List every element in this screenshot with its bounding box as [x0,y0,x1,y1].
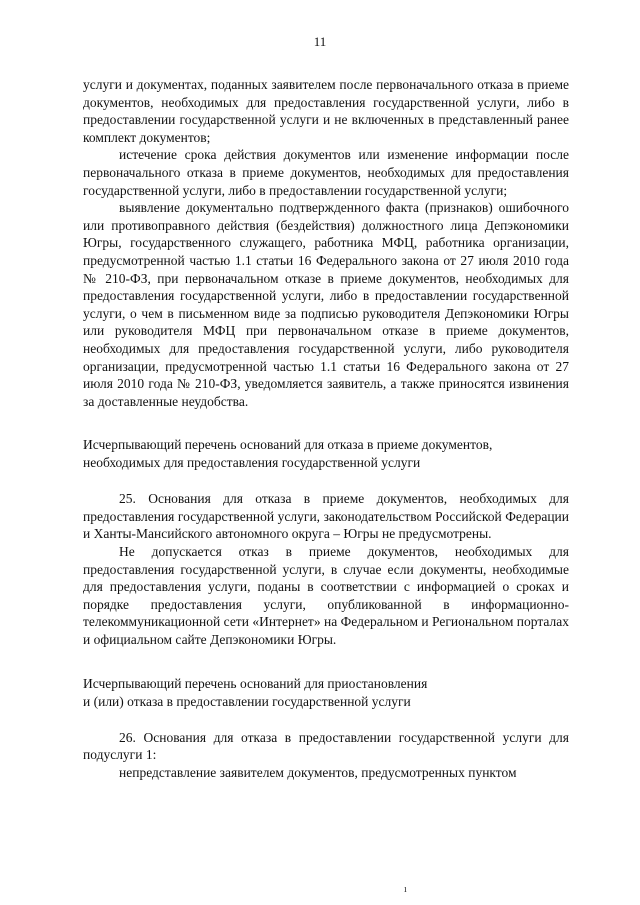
section-heading-refusal-documents [83,436,569,472]
heading-line: необходимых для предоставления государственной услуги [83,455,421,471]
heading-line: Исчерпывающий перечень оснований для отказа в приеме документов, [83,437,493,453]
paragraph-non-submission: непредставление заявителем документов, предусмотренных пунктом [119,764,517,780]
heading-line: Исчерпывающий перечень оснований для приостановления [83,675,428,691]
paragraph-error-detection: выявление документально подтвержденного факта (признаков) ошибочного или противоправного действия (бездействия) должностного лица Депэкономики Югры, государственного служащего, работника МФЦ, работника организации, предусмотренной частью 1.1 статьи 16 Федерального закона от 27 июля 2010 года № 210-ФЗ, при первоначальном отказе в приеме документов, необходимых для предоставления государственной услуги, либо в предоставлении государственной услуги, о чем в письменном виде за подписью руководителя Депэкономики Югры или руководителя МФЦ при первоначальном отказе в приеме документов, необходимых для предоставления государственной услуги, либо руководителя организации, предусмотренной частью 1.1 статьи 16 Федерального закона от 27 июля 2010 года № 210-ФЗ, уведомляется заявитель, а также приносятся извинения за доставленные неудобства. [83,200,569,409]
paragraph-clause-26: 26. Основания для отказа в предоставлении государственной услуги для подуслуги 1: [83,729,569,763]
paragraph-no-refusal: Не допускается отказ в приеме документов, необходимых для предоставления государственной услуги, в случае если документы, необходимые для предоставления услуги, поданы в соответствии с информацией о сроках и порядке предоставления услуги, опубликованной в информационно-телекоммуникационной сети «Интернет» на Федеральном и Региональном порталах и официальном сайте Депэкономики Югры. [83,544,569,648]
page-number: 11 [313,34,327,49]
page-bottom-mark: ı [404,884,407,895]
section-heading-suspension [83,675,569,711]
paragraph-expiry: истечение срока действия документов или изменение информации после первоначального отказа в приеме документов, необходимых для предоставления государственной услуги, либо в предоставлении государственной услуги; [83,147,569,198]
document-body [83,76,569,781]
heading-line: и (или) отказа в предоставлении государственной услуги [83,693,411,709]
paragraph-clause-25: 25. Основания для отказа в приеме документов, необходимых для предоставления государственной услуги, законодательством Российской Федерации и Ханты-Мансийского автономного округа – Югры не предусмотрены. [83,491,569,542]
paragraph-continuation: услуги и документах, поданных заявителем после первоначального отказа в приеме документов, необходимых для предоставления государственной услуги, либо в предоставлении государственной услуги и не включенных в представленный ранее комплект документов; [83,77,569,145]
